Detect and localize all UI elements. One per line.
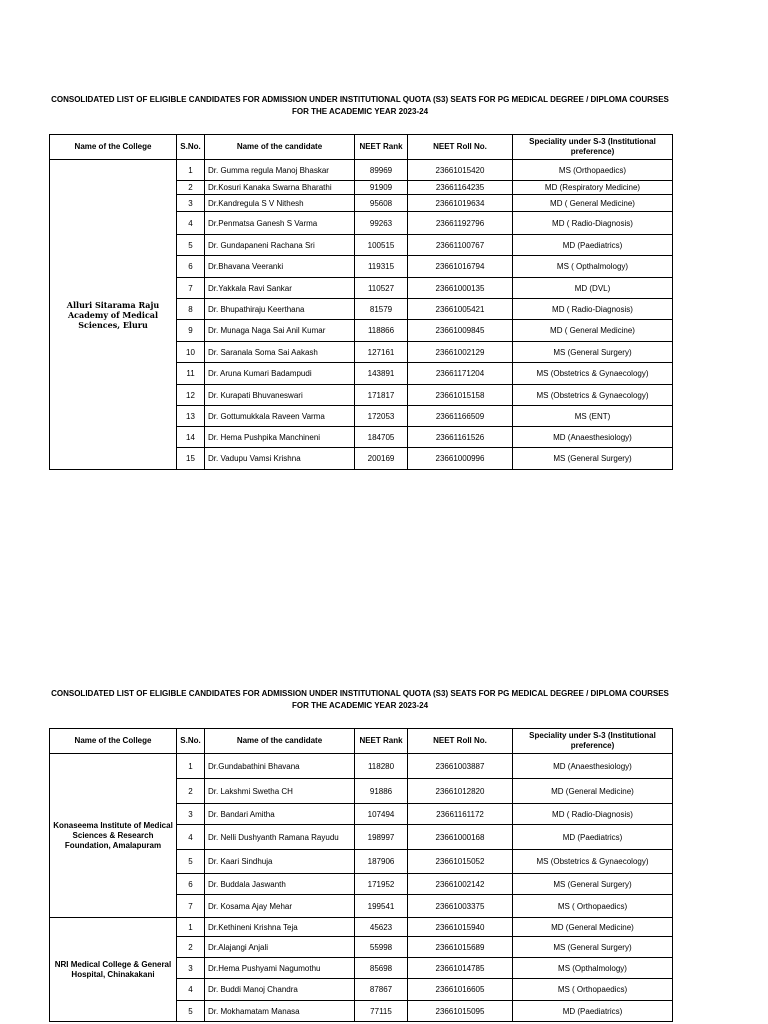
speciality-cell: MD (General Medicine): [513, 918, 673, 937]
neet-rank-cell: 91886: [355, 779, 408, 804]
neet-roll-cell: 23661016605: [408, 979, 513, 1001]
neet-roll-cell: 23661171204: [408, 363, 513, 385]
candidate-name-cell: Dr. Gundapaneni Rachana Sri: [205, 235, 355, 256]
candidate-name-cell: Dr. Lakshmi Swetha CH: [205, 779, 355, 804]
sno-cell: 2: [177, 779, 205, 804]
neet-roll-cell: 23661161526: [408, 427, 513, 448]
sno-cell: 13: [177, 406, 205, 427]
speciality-cell: MS (Obstetrics & Gynaecology): [513, 363, 673, 385]
sno-cell: 6: [177, 256, 205, 278]
neet-rank-cell: 118866: [355, 320, 408, 342]
candidate-name-cell: Dr.Yakkala Ravi Sankar: [205, 278, 355, 299]
neet-rank-cell: 199541: [355, 895, 408, 918]
neet-roll-cell: 23661015158: [408, 385, 513, 406]
neet-rank-cell: 119315: [355, 256, 408, 278]
neet-roll-cell: 23661166509: [408, 406, 513, 427]
heading-line-2: FOR THE ACADEMIC YEAR 2023-24: [291, 107, 429, 116]
neet-rank-cell: 143891: [355, 363, 408, 385]
speciality-cell: MD ( General Medicine): [513, 195, 673, 212]
college-name-cell: NRI Medical College & General Hospital, Chinakakani: [50, 918, 177, 1022]
candidate-name-cell: Dr. Saranala Soma Sai Aakash: [205, 342, 355, 363]
neet-roll-cell: 23661003887: [408, 754, 513, 779]
sno-cell: 1: [177, 918, 205, 937]
sno-cell: 9: [177, 320, 205, 342]
col-header-college: Name of the College: [50, 135, 177, 160]
neet-rank-cell: 77115: [355, 1001, 408, 1022]
neet-roll-cell: 23661100767: [408, 235, 513, 256]
speciality-cell: MD (Paediatrics): [513, 235, 673, 256]
speciality-cell: MS (Orthopaedics): [513, 160, 673, 181]
neet-roll-cell: 23661003375: [408, 895, 513, 918]
sno-cell: 2: [177, 937, 205, 958]
neet-roll-cell: 23661000168: [408, 825, 513, 850]
col-header-speciality: Speciality under S-3 (Institutional preference): [513, 729, 673, 754]
neet-roll-cell: 23661015420: [408, 160, 513, 181]
neet-rank-cell: 100515: [355, 235, 408, 256]
college-name-cell: Alluri Sitarama Raju Academy of Medical Sciences, Eluru: [50, 160, 177, 470]
neet-roll-cell: 23661002129: [408, 342, 513, 363]
neet-rank-cell: 110527: [355, 278, 408, 299]
neet-rank-cell: 184705: [355, 427, 408, 448]
candidate-name-cell: Dr. Nelli Dushyanth Ramana Rayudu: [205, 825, 355, 850]
neet-rank-cell: 107494: [355, 804, 408, 825]
sno-cell: 3: [177, 958, 205, 979]
col-header-rank: NEET Rank: [355, 135, 408, 160]
neet-roll-cell: 23661000996: [408, 448, 513, 470]
sno-cell: 1: [177, 160, 205, 181]
heading-line-1: CONSOLIDATED LIST OF ELIGIBLE CANDIDATES FOR ADMISSION UNDER INSTITUTIONAL QUOTA (S3) SEATS FOR PG MEDICAL DEGREE / DIPLOMA COURSES: [51, 95, 669, 104]
col-header-roll: NEET Roll No.: [408, 135, 513, 160]
neet-rank-cell: 91909: [355, 181, 408, 195]
neet-rank-cell: 172053: [355, 406, 408, 427]
speciality-cell: MS ( Opthalmology): [513, 256, 673, 278]
candidate-name-cell: Dr. Kaari Sindhuja: [205, 850, 355, 874]
sno-cell: 10: [177, 342, 205, 363]
neet-roll-cell: 23661192796: [408, 212, 513, 235]
candidate-name-cell: Dr. Gumma regula Manoj Bhaskar: [205, 160, 355, 181]
neet-rank-cell: 127161: [355, 342, 408, 363]
speciality-cell: MD (Paediatrics): [513, 825, 673, 850]
candidate-name-cell: Dr. Hema Pushpika Manchineni: [205, 427, 355, 448]
speciality-cell: MD ( Radio-Diagnosis): [513, 804, 673, 825]
sno-cell: 6: [177, 874, 205, 895]
neet-rank-cell: 171952: [355, 874, 408, 895]
speciality-cell: MD (Anaesthesiology): [513, 427, 673, 448]
candidate-name-cell: Dr. Bhupathiraju Keerthana: [205, 299, 355, 320]
speciality-cell: MD ( Radio-Diagnosis): [513, 299, 673, 320]
document-heading-2: [40, 688, 680, 712]
sno-cell: 4: [177, 979, 205, 1001]
table-header-row: [50, 729, 673, 754]
col-header-college: Name of the College: [50, 729, 177, 754]
sno-cell: 14: [177, 427, 205, 448]
col-header-candidate: Name of the candidate: [205, 729, 355, 754]
neet-roll-cell: 23661019634: [408, 195, 513, 212]
neet-rank-cell: 87867: [355, 979, 408, 1001]
candidate-name-cell: Dr.Kosuri Kanaka Swarna Bharathi: [205, 181, 355, 195]
sno-cell: 15: [177, 448, 205, 470]
candidate-name-cell: Dr.Kethineni Krishna Teja: [205, 918, 355, 937]
candidate-name-cell: Dr. Bandari Amitha: [205, 804, 355, 825]
speciality-cell: MD (DVL): [513, 278, 673, 299]
neet-rank-cell: 45623: [355, 918, 408, 937]
neet-rank-cell: 99263: [355, 212, 408, 235]
sno-cell: 3: [177, 804, 205, 825]
speciality-cell: MS (General Surgery): [513, 874, 673, 895]
sno-cell: 4: [177, 212, 205, 235]
table-row: [50, 918, 673, 937]
document-heading-1: [40, 94, 680, 118]
speciality-cell: MD ( Radio-Diagnosis): [513, 212, 673, 235]
neet-roll-cell: 23661161172: [408, 804, 513, 825]
candidates-table-1: [49, 134, 673, 470]
sno-cell: 2: [177, 181, 205, 195]
neet-rank-cell: 89969: [355, 160, 408, 181]
neet-rank-cell: 187906: [355, 850, 408, 874]
candidate-name-cell: Dr.Alajangi Anjali: [205, 937, 355, 958]
neet-rank-cell: 95608: [355, 195, 408, 212]
col-header-roll: NEET Roll No.: [408, 729, 513, 754]
candidate-name-cell: Dr. Vadupu Vamsi Krishna: [205, 448, 355, 470]
neet-roll-cell: 23661002142: [408, 874, 513, 895]
speciality-cell: MS (Opthalmology): [513, 958, 673, 979]
candidates-table-2: [49, 728, 673, 1022]
sno-cell: 5: [177, 1001, 205, 1022]
col-header-speciality: Speciality under S-3 (Institutional preference): [513, 135, 673, 160]
neet-rank-cell: 81579: [355, 299, 408, 320]
sno-cell: 5: [177, 850, 205, 874]
speciality-cell: MS ( Orthopaedics): [513, 895, 673, 918]
sno-cell: 3: [177, 195, 205, 212]
speciality-cell: MS (General Surgery): [513, 448, 673, 470]
candidate-name-cell: Dr. Buddala Jaswanth: [205, 874, 355, 895]
speciality-cell: MS (General Surgery): [513, 937, 673, 958]
candidate-name-cell: Dr.Penmatsa Ganesh S Varma: [205, 212, 355, 235]
neet-rank-cell: 198997: [355, 825, 408, 850]
heading-line-2: FOR THE ACADEMIC YEAR 2023-24: [291, 701, 429, 710]
neet-roll-cell: 23661014785: [408, 958, 513, 979]
neet-roll-cell: 23661015689: [408, 937, 513, 958]
candidate-name-cell: Dr. Kurapati Bhuvaneswari: [205, 385, 355, 406]
candidate-name-cell: Dr. Kosama Ajay Mehar: [205, 895, 355, 918]
candidate-name-cell: Dr.Gundabathini Bhavana: [205, 754, 355, 779]
sno-cell: 1: [177, 754, 205, 779]
col-header-sno: S.No.: [177, 729, 205, 754]
candidate-name-cell: Dr.Kandregula S V Nithesh: [205, 195, 355, 212]
speciality-cell: MS (ENT): [513, 406, 673, 427]
sno-cell: 7: [177, 278, 205, 299]
neet-rank-cell: 171817: [355, 385, 408, 406]
col-header-rank: NEET Rank: [355, 729, 408, 754]
sno-cell: 7: [177, 895, 205, 918]
speciality-cell: MS ( Orthopaedics): [513, 979, 673, 1001]
speciality-cell: MS (General Surgery): [513, 342, 673, 363]
speciality-cell: MD (Respiratory Medicine): [513, 181, 673, 195]
col-header-candidate: Name of the candidate: [205, 135, 355, 160]
candidate-name-cell: Dr. Gottumukkala Raveen Varma: [205, 406, 355, 427]
table-row: [50, 160, 673, 181]
sno-cell: 4: [177, 825, 205, 850]
speciality-cell: MD (Anaesthesiology): [513, 754, 673, 779]
sno-cell: 11: [177, 363, 205, 385]
neet-roll-cell: 23661005421: [408, 299, 513, 320]
neet-roll-cell: 23661000135: [408, 278, 513, 299]
candidate-name-cell: Dr. Mokhamatam Manasa: [205, 1001, 355, 1022]
college-name-cell: Konaseema Institute of Medical Sciences & Research Foundation, Amalapuram: [50, 754, 177, 918]
neet-roll-cell: 23661015940: [408, 918, 513, 937]
speciality-cell: MD (General Medicine): [513, 779, 673, 804]
neet-rank-cell: 118280: [355, 754, 408, 779]
candidate-name-cell: Dr. Aruna Kumari Badampudi: [205, 363, 355, 385]
col-header-sno: S.No.: [177, 135, 205, 160]
neet-rank-cell: 200169: [355, 448, 408, 470]
speciality-cell: MD (Paediatrics): [513, 1001, 673, 1022]
neet-roll-cell: 23661009845: [408, 320, 513, 342]
sno-cell: 8: [177, 299, 205, 320]
sno-cell: 12: [177, 385, 205, 406]
neet-rank-cell: 85698: [355, 958, 408, 979]
neet-roll-cell: 23661164235: [408, 181, 513, 195]
table-header-row: [50, 135, 673, 160]
speciality-cell: MS (Obstetrics & Gynaecology): [513, 850, 673, 874]
candidate-name-cell: Dr.Hema Pushyami Nagumothu: [205, 958, 355, 979]
candidate-name-cell: Dr. Munaga Naga Sai Anil Kumar: [205, 320, 355, 342]
candidate-name-cell: Dr.Bhavana Veeranki: [205, 256, 355, 278]
speciality-cell: MD ( General Medicine): [513, 320, 673, 342]
neet-rank-cell: 55998: [355, 937, 408, 958]
speciality-cell: MS (Obstetrics & Gynaecology): [513, 385, 673, 406]
neet-roll-cell: 23661015052: [408, 850, 513, 874]
candidate-name-cell: Dr. Buddi Manoj Chandra: [205, 979, 355, 1001]
neet-roll-cell: 23661015095: [408, 1001, 513, 1022]
neet-roll-cell: 23661012820: [408, 779, 513, 804]
table-row: [50, 754, 673, 779]
heading-line-1: CONSOLIDATED LIST OF ELIGIBLE CANDIDATES FOR ADMISSION UNDER INSTITUTIONAL QUOTA (S3) SEATS FOR PG MEDICAL DEGREE / DIPLOMA COURSES: [51, 689, 669, 698]
sno-cell: 5: [177, 235, 205, 256]
neet-roll-cell: 23661016794: [408, 256, 513, 278]
